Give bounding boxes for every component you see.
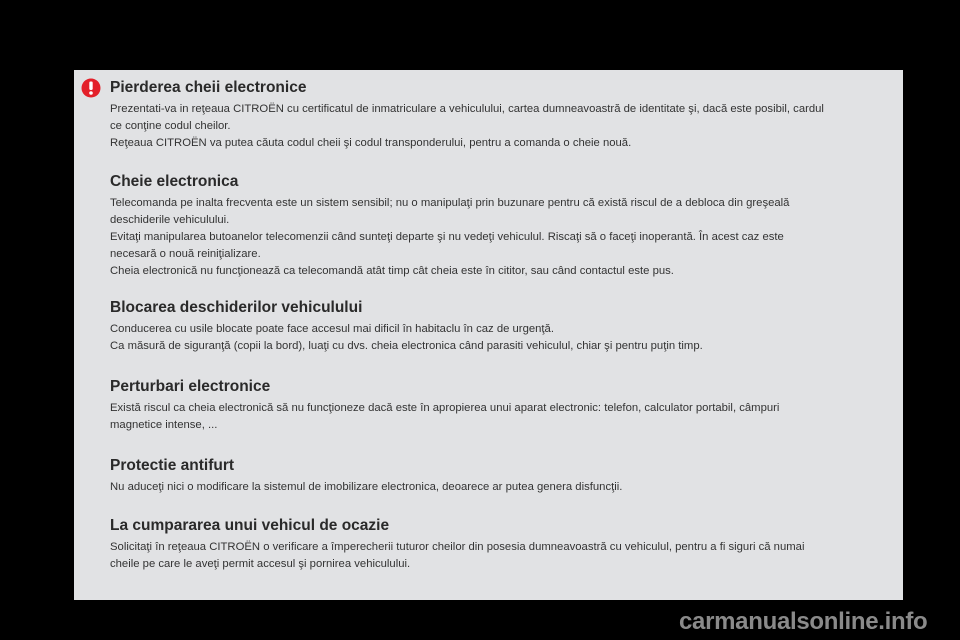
section-electronic-key [110, 172, 900, 280]
warning-exclamation-icon [81, 78, 101, 98]
section-title: Perturbari electronice [110, 378, 271, 395]
section-lost-key [110, 78, 900, 152]
section-door-locking [110, 298, 900, 355]
section-title: Cheie electronica [110, 173, 239, 190]
section-used-vehicle [110, 516, 900, 573]
section-title: La cumpararea unui vehicul de ocazie [110, 517, 390, 534]
section-title: Protectie antifurt [110, 457, 235, 474]
section-body: Nu aduceţi nici o modificare la sistemul de imobilizare electronica, deoarece ar putea genera disfuncţii. [110, 481, 623, 493]
watermark: carmanualsonline.info [679, 608, 928, 635]
section-title: Blocarea deschiderilor vehiculului [110, 299, 363, 316]
section-body: Telecomanda pe inalta frecventa este un sistem sensibil; nu o manipulaţi prin buzunare pentru că există riscul de a debloca din greşeală deschiderile vehiculului. Evitaţi manipularea butoanelor telecomenzii când sunteţi departe şi nu vedeţi vehiculul. Riscaţi să o faceţi inoperantă. În acest caz este necesară o nouă reiniţializare. Cheia electronică nu funcţionează ca telecomandă atât timp cât cheia este în cititor, sau când contactul este pus. [110, 197, 790, 277]
section-body: Conducerea cu usile blocate poate face accesul mai dificil în habitaclu în caz de urgenţă. Ca măsură de siguranţă (copii la bord), luaţi cu dvs. cheia electronica când parasiti vehiculul, chiar şi pentru puţin timp. [110, 323, 703, 352]
section-title: Pierderea cheii electronice [110, 79, 307, 96]
section-anti-theft [110, 456, 900, 496]
section-electronic-interference [110, 377, 900, 434]
section-body: Prezentati-va in reţeaua CITROËN cu certificatul de inmatriculare a vehiculului, cartea dumneavoastră de identitate şi, dacă este posibil, cardul ce conţine codul cheilor. Reţeaua CITROËN va putea căuta codul cheii şi codul transponderului, pentru a comanda o cheie nouă. [110, 103, 824, 149]
section-body: Există riscul ca cheia electronică să nu funcţioneze dacă este în apropierea unui aparat electronic: telefon, calculator portabil, câmpuri magnetice intense, ... [110, 402, 780, 431]
section-body: Solicitaţi în reţeaua CITROËN o verificare a împerecherii tuturor cheilor din posesia dumneavoastră cu vehiculul, pentru a fi siguri că numai cheile pe care le aveţi permit accesul şi pornirea vehiculului. [110, 541, 805, 570]
